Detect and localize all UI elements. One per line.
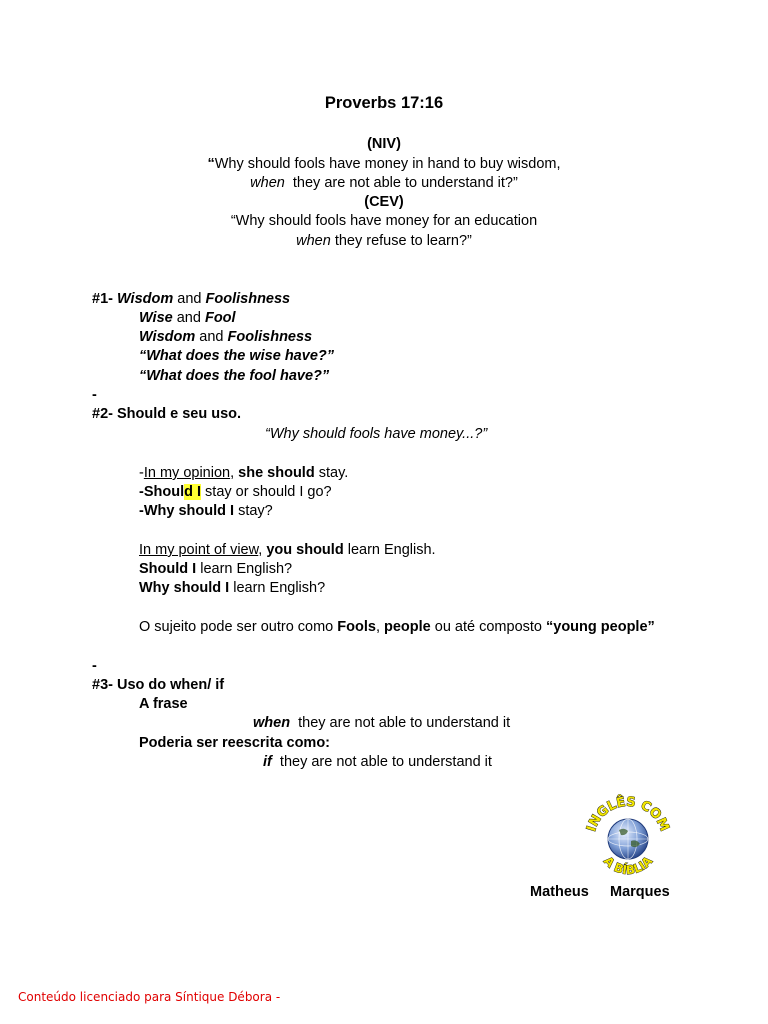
frase-label: A frase [139, 696, 188, 712]
author-last-name: Marques [610, 884, 670, 900]
wise-question: “What does the wise have?” [139, 348, 334, 364]
niv-label: (NIV) [367, 136, 401, 152]
example-why-should-i-stay: -Why should I stay? [139, 503, 273, 519]
rewrite-label: Poderia ser reescrita como: [139, 735, 331, 751]
example-opinion: -In my opinion, she should stay. [139, 465, 349, 481]
highlighted-text: d I [184, 484, 202, 500]
wisdom-foolishness-line: Wisdom and Foolishness [139, 329, 313, 345]
example-should-i-learn: Should I learn English? [139, 561, 293, 577]
cev-line-1: “Why should fools have money for an education [230, 213, 538, 229]
example-why-should-i-learn: Why should I learn English? [139, 580, 326, 596]
cev-label: (CEV) [364, 194, 404, 210]
cev-line-2: when they refuse to learn?” [296, 233, 472, 249]
separator-dash: - [92, 387, 97, 403]
svg-text:INGLÊS COM: INGLÊS COM [584, 794, 672, 834]
when-sentence: when they are not able to understand it [253, 715, 511, 731]
subject-paragraph: O sujeito pode ser outro como Fools, people ou até composto “young people” [139, 619, 655, 635]
example-point-of-view: In my point of view, you should learn English. [139, 542, 436, 558]
author-first-name: Matheus [530, 884, 589, 900]
niv-line-1: “Why should fools have money in hand to buy wisdom, [207, 156, 561, 172]
fool-question: “What does the fool have?” [139, 368, 330, 384]
should-quote: “Why should fools have money...?” [265, 426, 488, 442]
section-2-heading: #2- Should e seu uso. [92, 406, 242, 422]
niv-line-2: when they are not able to understand it?” [250, 175, 518, 191]
license-footer: Conteúdo licenciado para Síntique Débora - [18, 990, 281, 1004]
example-should-i-stay: -Should I stay or should I go? [139, 484, 332, 500]
section-1-heading: #1- Wisdom and Foolishness [92, 291, 291, 307]
separator-dash-2: - [92, 658, 97, 674]
page-title: Proverbs 17:16 [324, 94, 444, 112]
ingles-com-a-biblia-logo [582, 794, 674, 880]
svg-text:A BÍBLIA: A BÍBLIA [600, 853, 656, 878]
wise-fool-line: Wise and Fool [139, 310, 236, 326]
section-3-heading: #3- Uso do when/ if [92, 677, 225, 693]
if-sentence: if they are not able to understand it [263, 754, 492, 770]
